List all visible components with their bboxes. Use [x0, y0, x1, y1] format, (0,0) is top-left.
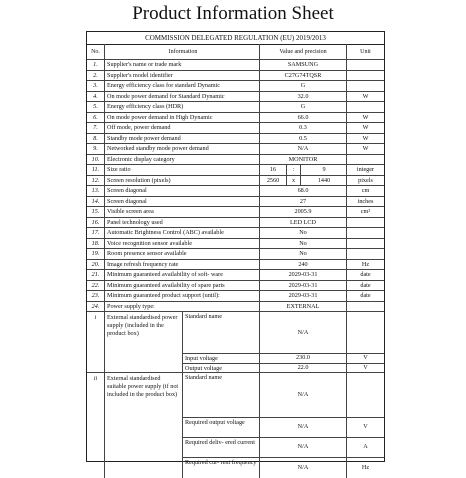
- row-number: i: [87, 312, 105, 372]
- table-row: [87, 176, 384, 187]
- row-information: Screen resolution (pixels): [105, 176, 260, 186]
- row-unit: W: [362, 92, 369, 100]
- table-row: [87, 134, 384, 145]
- required-frequency-unit: Hz: [361, 464, 370, 471]
- row-unit: W: [362, 134, 369, 142]
- row-unit: W: [362, 113, 369, 121]
- row-information: Supplier's model identifier: [105, 71, 260, 81]
- row-value-part: :: [287, 165, 301, 175]
- row-information: Energy efficiency class for standard Dynamic: [105, 81, 260, 91]
- standard-name-value: N/A: [260, 312, 347, 353]
- standard-name-label: Standard name: [183, 312, 260, 353]
- row-information: Room presence sensor available: [105, 249, 260, 259]
- row-value: 2005.9: [260, 207, 347, 217]
- row-value: [260, 176, 347, 186]
- row-information: Panel technology used: [105, 218, 260, 228]
- row-value: MONITOR: [260, 155, 347, 165]
- power-supply-i-description: External standardised power supply (included in the product box): [105, 312, 183, 372]
- row-value-part: 1440: [317, 176, 331, 184]
- row-number: 22.: [87, 281, 105, 291]
- row-number: 23.: [87, 291, 105, 301]
- row-value: 32.0: [260, 92, 347, 102]
- table-row: [87, 260, 384, 271]
- row-value: 68.0: [260, 186, 347, 196]
- page-title: Product Information Sheet: [132, 3, 334, 24]
- row-value: 2029-03-31: [260, 281, 347, 291]
- row-value: G: [260, 81, 347, 91]
- product-info-table: [86, 31, 385, 471]
- header-unit: Unit: [360, 49, 371, 55]
- required-output-voltage-unit: V: [363, 423, 368, 430]
- regulation-heading: COMMISSION DELEGATED REGULATION (EU) 2019/2013: [87, 32, 384, 45]
- row-information: Standby mode power demand: [105, 134, 260, 144]
- row-unit: [347, 239, 384, 249]
- row-unit: [347, 155, 384, 165]
- row-unit: date: [360, 271, 371, 278]
- row-unit: pixels: [358, 176, 373, 184]
- row-number: 13.: [87, 186, 105, 196]
- row-value-part: 16: [260, 165, 287, 175]
- power-supply-i: [87, 312, 384, 373]
- row-unit: [347, 302, 384, 312]
- input-voltage-value: 230.0: [260, 353, 347, 363]
- row-number: 7.: [87, 123, 105, 133]
- row-number: 5.: [87, 102, 105, 112]
- row-value: 66.0: [260, 113, 347, 123]
- required-current-label: Required deliv- ered current: [183, 437, 260, 457]
- row-unit: W: [362, 145, 369, 152]
- row-number: 17.: [87, 228, 105, 238]
- row-value-part: 9: [322, 166, 326, 173]
- required-output-voltage-label: Required output voltage: [183, 417, 260, 437]
- standard-name-label: Standard name: [183, 373, 260, 417]
- row-unit: [347, 102, 384, 112]
- row-number: 2.: [87, 71, 105, 81]
- row-number: 1.: [87, 60, 105, 70]
- table-row: [87, 113, 384, 124]
- output-voltage-label: Output voltage: [183, 363, 260, 373]
- row-value: 2029-03-31: [260, 291, 347, 301]
- table-row: [87, 207, 384, 218]
- row-value-part: 2560: [260, 176, 287, 186]
- row-number: 18.: [87, 239, 105, 249]
- input-voltage-label: Input voltage: [183, 353, 260, 363]
- row-unit: [347, 228, 384, 238]
- row-information: Networked standby mode power demand: [105, 144, 260, 154]
- row-information: Image refresh frequency rate: [105, 260, 260, 270]
- table-row: [87, 92, 384, 103]
- required-frequency-label: Required cur- rent frequency: [183, 457, 260, 478]
- table-row: [87, 228, 384, 239]
- row-information: Minimum guaranteed availability of spare parts: [105, 281, 260, 291]
- row-number: 20.: [87, 260, 105, 270]
- row-number: 15.: [87, 207, 105, 217]
- row-value: SAMSUNG: [260, 60, 347, 70]
- row-value: [260, 165, 347, 175]
- header-value: Value and precision: [260, 44, 347, 59]
- row-unit: [347, 60, 384, 70]
- row-information: Minimum guaranteed product support (until):: [105, 291, 260, 301]
- required-current-unit: A: [363, 443, 368, 450]
- input-voltage-unit: V: [363, 354, 368, 361]
- row-unit: [347, 249, 384, 259]
- row-number: 19.: [87, 249, 105, 259]
- row-number: 21.: [87, 270, 105, 280]
- power-supply-ii-description: External standardised suitable power supply (if not included in the product box): [105, 373, 183, 478]
- row-number: 4.: [87, 92, 105, 102]
- table-row: [87, 71, 384, 82]
- row-unit: integer: [356, 166, 375, 173]
- required-current-value: N/A: [260, 437, 347, 457]
- table-row: [87, 218, 384, 229]
- row-number: 16.: [87, 218, 105, 228]
- table-row: [87, 281, 384, 292]
- row-information: Screen diagonal: [105, 197, 260, 207]
- row-unit: inches: [357, 197, 374, 205]
- row-information: Automatic Brightness Control (ABC) available: [105, 228, 260, 238]
- row-unit: W: [362, 124, 369, 131]
- table-row: [87, 155, 384, 166]
- row-number: 10.: [87, 155, 105, 165]
- row-number: 24.: [87, 302, 105, 312]
- table-row: [87, 165, 384, 176]
- row-number: 14.: [87, 197, 105, 207]
- row-information: Minimum guaranteed availability of soft- ware: [105, 270, 260, 280]
- row-information: On mode power demand for Standard Dynamic: [105, 92, 260, 102]
- row-value: No: [260, 228, 347, 238]
- table-row: [87, 291, 384, 302]
- row-number: 6.: [87, 113, 105, 123]
- row-number: 11.: [87, 165, 105, 175]
- table-row: [87, 186, 384, 197]
- row-number: ii: [87, 373, 105, 478]
- table-row: [87, 239, 384, 250]
- required-frequency-value: N/A: [260, 457, 347, 478]
- row-value: No: [260, 249, 347, 259]
- row-information: Visible screen area: [105, 207, 260, 217]
- standard-name-value: N/A: [260, 373, 347, 417]
- row-information: Voice recognition sensor available: [105, 239, 260, 249]
- header-no: No.: [87, 44, 105, 59]
- table-row: [87, 302, 384, 313]
- table-row: [87, 81, 384, 92]
- row-value: 0.3: [260, 123, 347, 133]
- row-unit: cm: [361, 187, 370, 194]
- row-information: On mode power demand in High Dynamic: [105, 113, 260, 123]
- row-number: 12.: [87, 176, 105, 186]
- table-row: [87, 270, 384, 281]
- row-value: 240: [260, 260, 347, 270]
- table-row: [87, 249, 384, 260]
- row-unit: [347, 81, 384, 91]
- row-information: Screen diagonal: [105, 186, 260, 196]
- row-value: EXTERNAL: [260, 302, 347, 312]
- row-value: 27: [260, 197, 347, 207]
- row-information: Energy efficiency class (HDR): [105, 102, 260, 112]
- row-information: Power supply type:: [105, 302, 260, 312]
- table-header-row: [87, 44, 384, 60]
- row-information: Supplier's name or trade mark: [105, 60, 260, 70]
- power-supply-ii: [87, 373, 384, 478]
- row-value: No: [260, 239, 347, 249]
- row-unit: [347, 71, 384, 81]
- row-number: 3.: [87, 81, 105, 91]
- output-voltage-value: 22.0: [260, 363, 347, 373]
- row-value: LED LCD: [260, 218, 347, 228]
- row-value: N/A: [260, 144, 347, 154]
- header-information: Information: [105, 44, 260, 59]
- row-value: C27G74TQSR: [260, 71, 347, 81]
- table-row: [87, 60, 384, 71]
- row-information: Off mode, power demand: [105, 123, 260, 133]
- row-value: 0.5: [260, 134, 347, 144]
- table-row: [87, 144, 384, 155]
- row-number: 8.: [87, 134, 105, 144]
- row-number: 9.: [87, 144, 105, 154]
- row-value: G: [260, 102, 347, 112]
- required-output-voltage-value: N/A: [260, 417, 347, 437]
- row-value: 2029-03-31: [260, 270, 347, 280]
- row-unit: cm²: [360, 208, 371, 215]
- row-information: Electronic display category: [105, 155, 260, 165]
- row-unit: Hz: [361, 260, 370, 268]
- row-information: Size ratio: [105, 165, 260, 175]
- table-row: [87, 197, 384, 208]
- table-row: [87, 102, 384, 113]
- row-unit: date: [360, 281, 371, 289]
- row-unit: [347, 218, 384, 228]
- row-unit: date: [360, 292, 371, 299]
- table-row: [87, 123, 384, 134]
- output-voltage-unit: V: [363, 364, 368, 371]
- row-value-part: x: [287, 176, 301, 186]
